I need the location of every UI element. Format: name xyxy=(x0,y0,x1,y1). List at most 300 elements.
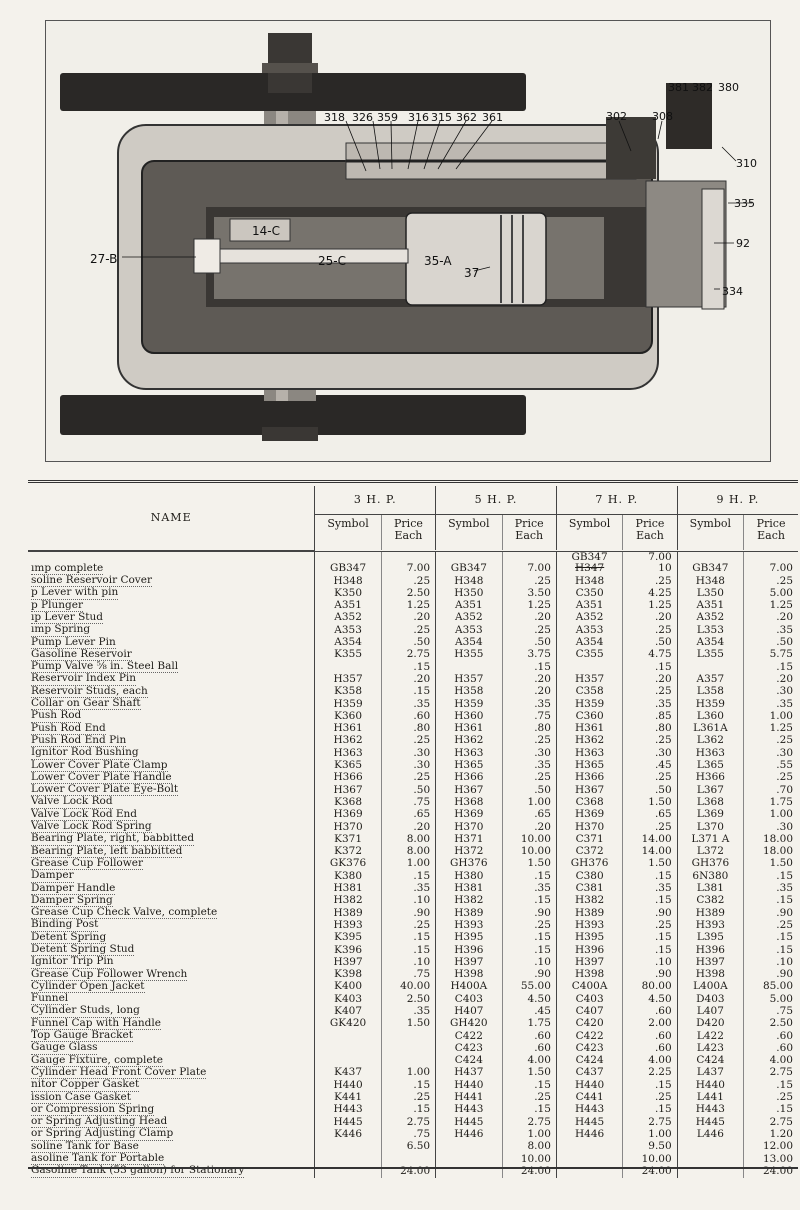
price-cell: .25 xyxy=(744,772,798,784)
price-cell: .25 xyxy=(623,919,677,931)
symbol-cell: H363 xyxy=(677,747,743,759)
symbol-cell: H366 xyxy=(677,772,743,784)
price-cell: .10 xyxy=(381,895,435,907)
price-cell: .90 xyxy=(623,907,677,919)
price-cell: 1.75 xyxy=(502,1018,556,1030)
price-cell: .15 xyxy=(744,895,798,907)
symbol-cell: K400 xyxy=(315,981,381,993)
part-name: Damper Spring xyxy=(31,893,113,906)
symbol-cell: H359 xyxy=(556,698,622,710)
price-cell: .80 xyxy=(502,723,556,735)
table-row xyxy=(28,673,798,685)
price-cell: .25 xyxy=(623,821,677,833)
price-cell: 1.25 xyxy=(623,600,677,612)
price-cell: .20 xyxy=(502,821,556,833)
symbol-cell: H398 xyxy=(677,969,743,981)
engine-cutaway-diagram xyxy=(45,20,771,462)
price-cell: .90 xyxy=(744,907,798,919)
symbol-cell: H396 xyxy=(436,944,502,956)
symbol-cell: A354 xyxy=(677,637,743,649)
part-name-cell xyxy=(28,760,315,772)
part-name: Push Rod xyxy=(31,709,82,722)
symbol-cell: C424 xyxy=(556,1055,622,1067)
symbol-cell: H400A xyxy=(436,981,502,993)
symbol-cell xyxy=(677,661,743,673)
symbol-cell: H361 xyxy=(436,723,502,735)
symbol-cell: H369 xyxy=(556,809,622,821)
symbol-cell: H395 xyxy=(556,932,622,944)
symbol-cell: H362 xyxy=(556,735,622,747)
table-row xyxy=(28,883,798,895)
part-name: asoline Tank for Portable xyxy=(31,1152,165,1165)
symbol-cell: C400A xyxy=(556,981,622,993)
symbol-cell xyxy=(315,1141,381,1153)
symbol-cell: GB347 xyxy=(315,563,381,575)
price-cell: 7.00 xyxy=(744,563,798,575)
symbol-cell xyxy=(315,1030,381,1042)
symbol-cell: 6N380 xyxy=(677,870,743,882)
callout-362: 362 xyxy=(456,111,477,124)
part-name: soline Reservoir Cover xyxy=(31,574,152,587)
symbol-cell: H443 xyxy=(556,1104,622,1116)
symbol-cell: H398 xyxy=(436,969,502,981)
price-cell: 5.00 xyxy=(744,587,798,599)
part-name: Lower Cover Plate Handle xyxy=(31,770,172,783)
symbol-cell: L365 xyxy=(677,760,743,772)
symbol-cell: H437 xyxy=(436,1067,502,1079)
symbol-cell xyxy=(315,1042,381,1054)
price-cell: .25 xyxy=(502,735,556,747)
symbol-cell: K437 xyxy=(315,1067,381,1079)
callout-310: 310 xyxy=(736,157,757,170)
symbol-cell: H367 xyxy=(436,784,502,796)
price-cell: .60 xyxy=(623,1030,677,1042)
price-cell: .35 xyxy=(502,760,556,772)
symbol-cell: L381 xyxy=(677,883,743,895)
price-cell: 4.25 xyxy=(623,587,677,599)
price-cell: .65 xyxy=(502,809,556,821)
part-name: Detent Spring xyxy=(31,930,107,943)
price-cell: .35 xyxy=(381,883,435,895)
symbol-cell: A351 xyxy=(677,600,743,612)
price-cell: .50 xyxy=(502,784,556,796)
price-cell: 4.50 xyxy=(623,993,677,1005)
part-name: p Plunger xyxy=(31,598,83,611)
price-cell: .15 xyxy=(744,661,798,673)
symbol-cell: K371 xyxy=(315,833,381,845)
symbol-cell: H366 xyxy=(556,772,622,784)
part-name: Valve Lock Rod End xyxy=(31,807,138,820)
callout-316: 316 xyxy=(408,111,429,124)
symbol-cell: D420 xyxy=(677,1018,743,1030)
symbol-cell: H360 xyxy=(436,710,502,722)
table-row xyxy=(28,932,798,944)
price-cell: .25 xyxy=(623,575,677,587)
table-row xyxy=(28,858,798,870)
price-cell: .30 xyxy=(502,747,556,759)
part-name-cell xyxy=(28,587,315,599)
price-cell: .15 xyxy=(502,1079,556,1091)
name-column-header: NAME xyxy=(28,486,315,550)
price-cell: .50 xyxy=(502,637,556,649)
table-row xyxy=(28,956,798,968)
callout-335: 335 xyxy=(734,197,755,210)
price-cell: .35 xyxy=(623,883,677,895)
part-name: Funnel xyxy=(31,992,69,1005)
symbol-cell: H367 xyxy=(556,784,622,796)
part-name-cell xyxy=(28,981,315,993)
part-name: Cylinder Head Front Cover Plate xyxy=(31,1065,207,1078)
part-name: Funnel Cap with Handle xyxy=(31,1016,161,1029)
symbol-cell: H443 xyxy=(315,1104,381,1116)
symbol-cell: H393 xyxy=(315,919,381,931)
symbol-cell: H372 xyxy=(436,846,502,858)
price-cell: .15 xyxy=(381,870,435,882)
part-name: Valve Lock Rod xyxy=(31,795,113,808)
symbol-cell: L350 xyxy=(677,587,743,599)
price-cell: .60 xyxy=(623,1005,677,1017)
symbol-cell: A352 xyxy=(677,612,743,624)
price-header: Price Each xyxy=(623,515,677,551)
symbol-cell: H362 xyxy=(436,735,502,747)
part-name: Binding Post xyxy=(31,918,99,931)
callout-326: 326 xyxy=(352,111,373,124)
price-cell: .35 xyxy=(744,624,798,636)
symbol-cell: H393 xyxy=(556,919,622,931)
price-cell: .25 xyxy=(381,624,435,636)
price-cell: .25 xyxy=(623,624,677,636)
part-name: Lower Cover Plate Eye-Bolt xyxy=(31,783,179,796)
hp-3-header: 3 H. P. xyxy=(315,486,436,515)
symbol-cell: C441 xyxy=(556,1092,622,1104)
price-cell: .15 xyxy=(744,944,798,956)
price-cell: .30 xyxy=(744,686,798,698)
price-cell: 1.00 xyxy=(744,710,798,722)
price-header: Price Each xyxy=(381,515,435,551)
symbol-cell: C358 xyxy=(556,686,622,698)
symbol-cell: C355 xyxy=(556,649,622,661)
table-row xyxy=(28,870,798,882)
symbol-cell: L371 A xyxy=(677,833,743,845)
symbol-cell xyxy=(315,661,381,673)
price-cell: .15 xyxy=(381,932,435,944)
price-cell: .25 xyxy=(744,575,798,587)
price-cell: 10 xyxy=(623,563,677,575)
price-cell: .90 xyxy=(381,907,435,919)
price-cell: .25 xyxy=(623,735,677,747)
price-cell: .70 xyxy=(744,784,798,796)
symbol-cell: GK376 xyxy=(315,858,381,870)
price-cell: 2.75 xyxy=(502,1116,556,1128)
symbol-cell: H443 xyxy=(677,1104,743,1116)
symbol-cell: C424 xyxy=(677,1055,743,1067)
part-name: Reservoir Index Pin xyxy=(31,672,136,685)
part-name: Push Rod End Pin xyxy=(31,733,127,746)
symbol-cell xyxy=(556,1141,622,1153)
callout-359: 359 xyxy=(377,111,398,124)
table-row xyxy=(28,747,798,759)
price-cell: 24.00 xyxy=(381,1165,435,1177)
symbol-cell: H348 xyxy=(315,575,381,587)
price-cell xyxy=(381,1055,435,1067)
part-name: Gauge Glass xyxy=(31,1041,98,1054)
table-row xyxy=(28,1079,798,1091)
price-cell: .50 xyxy=(381,637,435,649)
price-cell: .15 xyxy=(381,944,435,956)
part-name: Bearing Plate, right, babbitted xyxy=(31,832,195,845)
part-name: Gasoline Tank (53 gallon) for Stationary xyxy=(31,1164,245,1177)
symbol-cell: H445 xyxy=(556,1116,622,1128)
price-cell: .15 xyxy=(744,932,798,944)
symbol-cell: K407 xyxy=(315,1005,381,1017)
price-cell: 2.75 xyxy=(623,1116,677,1128)
price-cell: .85 xyxy=(623,710,677,722)
symbol-cell: H369 xyxy=(436,809,502,821)
symbol-cell: L372 xyxy=(677,846,743,858)
price-cell: .15 xyxy=(744,1079,798,1091)
table-row xyxy=(28,907,798,919)
price-cell: .15 xyxy=(623,895,677,907)
symbol-cell: H440 xyxy=(556,1079,622,1091)
price-cell: .35 xyxy=(744,883,798,895)
symbol-cell: K395 xyxy=(315,932,381,944)
price-cell: 1.00 xyxy=(381,858,435,870)
table-row xyxy=(28,944,798,956)
symbol-cell: GB347 xyxy=(436,563,502,575)
price-cell: 2.50 xyxy=(381,993,435,1005)
price-cell: 1.25 xyxy=(502,600,556,612)
price-cell: .20 xyxy=(744,673,798,685)
price-cell: 6.50 xyxy=(381,1141,435,1153)
symbol-cell: K360 xyxy=(315,710,381,722)
price-header: Price Each xyxy=(502,515,556,551)
part-name: Pump Valve ⅝ in. Steel Ball xyxy=(31,660,179,673)
price-cell: 1.50 xyxy=(623,796,677,808)
price-cell: .35 xyxy=(381,698,435,710)
price-cell: 24.00 xyxy=(744,1165,798,1177)
price-cell: .15 xyxy=(623,870,677,882)
hp-5-header: 5 H. P. xyxy=(436,486,557,515)
price-cell: 2.50 xyxy=(381,587,435,599)
callout-37: 37 xyxy=(464,266,480,280)
part-name: Collar on Gear Shaft xyxy=(31,697,141,710)
part-name: p Lever with pin xyxy=(31,586,119,599)
price-cell: .30 xyxy=(623,747,677,759)
part-name-cell xyxy=(28,796,315,808)
price-cell: .90 xyxy=(502,969,556,981)
price-cell: 1.00 xyxy=(381,1067,435,1079)
part-name-cell xyxy=(28,883,315,895)
symbol-cell xyxy=(436,1153,502,1165)
price-cell: .25 xyxy=(744,735,798,747)
price-cell: .15 xyxy=(381,661,435,673)
symbol-cell: H395 xyxy=(436,932,502,944)
price-cell: 1.00 xyxy=(502,796,556,808)
price-cell: .25 xyxy=(623,1092,677,1104)
symbol-cell: A351 xyxy=(436,600,502,612)
price-cell: .25 xyxy=(381,575,435,587)
price-cell: 2.75 xyxy=(381,1116,435,1128)
price-cell: 8.00 xyxy=(381,846,435,858)
symbol-cell: C423 xyxy=(556,1042,622,1054)
price-cell: 24.00 xyxy=(502,1165,556,1177)
price-cell: 80.00 xyxy=(623,981,677,993)
table-row xyxy=(28,760,798,772)
price-cell: .25 xyxy=(502,772,556,784)
price-cell: .50 xyxy=(623,784,677,796)
part-name: ıp Lever Stud xyxy=(31,610,104,623)
symbol-header: Symbol xyxy=(436,515,502,551)
price-cell: .15 xyxy=(502,870,556,882)
price-cell: .25 xyxy=(623,772,677,784)
price-cell: .80 xyxy=(381,723,435,735)
price-cell xyxy=(381,1030,435,1042)
price-cell: .15 xyxy=(623,932,677,944)
price-cell: .45 xyxy=(623,760,677,772)
callout-308: 308 xyxy=(652,110,673,123)
symbol-cell: H361 xyxy=(556,723,622,735)
part-name: Ignitor Trip Pin xyxy=(31,955,114,968)
table-row xyxy=(28,1042,798,1054)
symbol-cell: C403 xyxy=(436,993,502,1005)
part-name: Reservoir Studs, each xyxy=(31,684,148,697)
part-name: Pump Lever Pin xyxy=(31,635,116,648)
price-cell: 10.00 xyxy=(502,846,556,858)
table-row xyxy=(28,575,798,587)
price-cell: .20 xyxy=(744,612,798,624)
price-cell: 7.00 xyxy=(623,551,677,563)
part-name-cell xyxy=(28,710,315,722)
price-cell: 18.00 xyxy=(744,846,798,858)
price-cell: 55.00 xyxy=(502,981,556,993)
symbol-cell: K350 xyxy=(315,587,381,599)
symbol-cell: C372 xyxy=(556,846,622,858)
part-name: Damper Handle xyxy=(31,881,116,894)
symbol-cell: A354 xyxy=(436,637,502,649)
symbol-cell: GB347 xyxy=(556,551,622,563)
price-cell: 12.00 xyxy=(744,1141,798,1153)
price-cell: .25 xyxy=(623,686,677,698)
symbol-cell: L355 xyxy=(677,649,743,661)
price-cell: 1.20 xyxy=(744,1128,798,1140)
price-cell: .20 xyxy=(502,686,556,698)
symbol-cell xyxy=(677,1153,743,1165)
price-cell: 4.00 xyxy=(502,1055,556,1067)
symbol-cell: H369 xyxy=(315,809,381,821)
price-cell: .50 xyxy=(744,637,798,649)
price-cell: 1.50 xyxy=(744,858,798,870)
table-row xyxy=(28,993,798,1005)
symbol-cell: H393 xyxy=(436,919,502,931)
price-cell: 5.75 xyxy=(744,649,798,661)
price-cell: .15 xyxy=(623,1104,677,1116)
price-cell: .30 xyxy=(744,747,798,759)
price-cell: .15 xyxy=(381,1104,435,1116)
symbol-cell: H363 xyxy=(436,747,502,759)
price-cell: .35 xyxy=(502,698,556,710)
part-name-cell xyxy=(28,919,315,931)
symbol-cell: H362 xyxy=(315,735,381,747)
part-name-cell xyxy=(28,956,315,968)
price-cell: 13.00 xyxy=(744,1153,798,1165)
table-row xyxy=(28,784,798,796)
part-name: or Compression Spring xyxy=(31,1102,155,1115)
part-name-cell xyxy=(28,1042,315,1054)
callout-92: 92 xyxy=(736,237,750,250)
symbol-cell: H357 xyxy=(556,673,622,685)
price-cell: 1.50 xyxy=(623,858,677,870)
price-cell: .25 xyxy=(502,624,556,636)
price-cell: .15 xyxy=(502,944,556,956)
symbol-cell: C403 xyxy=(556,993,622,1005)
symbol-cell: H440 xyxy=(436,1079,502,1091)
symbol-cell: K446 xyxy=(315,1128,381,1140)
price-cell: 10.00 xyxy=(623,1153,677,1165)
symbol-cell xyxy=(556,1153,622,1165)
symbol-cell: K372 xyxy=(315,846,381,858)
price-cell: 2.75 xyxy=(744,1067,798,1079)
callout-35a: 35-A xyxy=(424,254,452,268)
symbol-cell: H370 xyxy=(315,821,381,833)
table-row xyxy=(28,1018,798,1030)
symbol-cell: H441 xyxy=(436,1092,502,1104)
symbol-cell: C407 xyxy=(556,1005,622,1017)
price-cell: .20 xyxy=(502,612,556,624)
price-cell: .35 xyxy=(623,698,677,710)
callout-14c: 14-C xyxy=(252,224,280,238)
symbol-cell: H358 xyxy=(436,686,502,698)
price-cell: .15 xyxy=(502,1104,556,1116)
symbol-cell: H382 xyxy=(436,895,502,907)
parts-price-table xyxy=(28,486,798,1178)
symbol-cell: L367 xyxy=(677,784,743,796)
callout-27b: 27-B xyxy=(90,252,118,266)
price-cell: 4.00 xyxy=(744,1055,798,1067)
symbol-cell: GK420 xyxy=(315,1018,381,1030)
price-cell: .30 xyxy=(381,747,435,759)
symbol-cell: C360 xyxy=(556,710,622,722)
part-name: Cylinder Studs, long xyxy=(31,1004,140,1017)
table-row xyxy=(28,846,798,858)
symbol-cell: H445 xyxy=(677,1116,743,1128)
symbol-cell xyxy=(315,1055,381,1067)
symbol-cell: L441 xyxy=(677,1092,743,1104)
price-cell: 1.00 xyxy=(502,1128,556,1140)
part-name-cell xyxy=(28,624,315,636)
price-cell: .25 xyxy=(502,1092,556,1104)
symbol-cell: GH376 xyxy=(436,858,502,870)
table-row xyxy=(28,735,798,747)
price-cell: 5.00 xyxy=(744,993,798,1005)
price-cell: .35 xyxy=(381,1005,435,1017)
symbol-header: Symbol xyxy=(677,515,743,551)
part-name-cell xyxy=(28,747,315,759)
price-cell: .60 xyxy=(744,1042,798,1054)
symbol-cell: C371 xyxy=(556,833,622,845)
symbol-cell: H397 xyxy=(436,956,502,968)
parts-table-body xyxy=(28,551,798,1178)
callout-382: 382 xyxy=(692,81,713,94)
symbol-cell: L353 xyxy=(677,624,743,636)
symbol-cell: H359 xyxy=(677,698,743,710)
part-name: Gauge Fixture, complete xyxy=(31,1053,164,1066)
symbol-cell: C420 xyxy=(556,1018,622,1030)
symbol-cell: L362 xyxy=(677,735,743,747)
part-name-cell xyxy=(28,870,315,882)
price-cell: .30 xyxy=(381,760,435,772)
symbol-cell: GH376 xyxy=(556,858,622,870)
price-cell: .90 xyxy=(744,969,798,981)
